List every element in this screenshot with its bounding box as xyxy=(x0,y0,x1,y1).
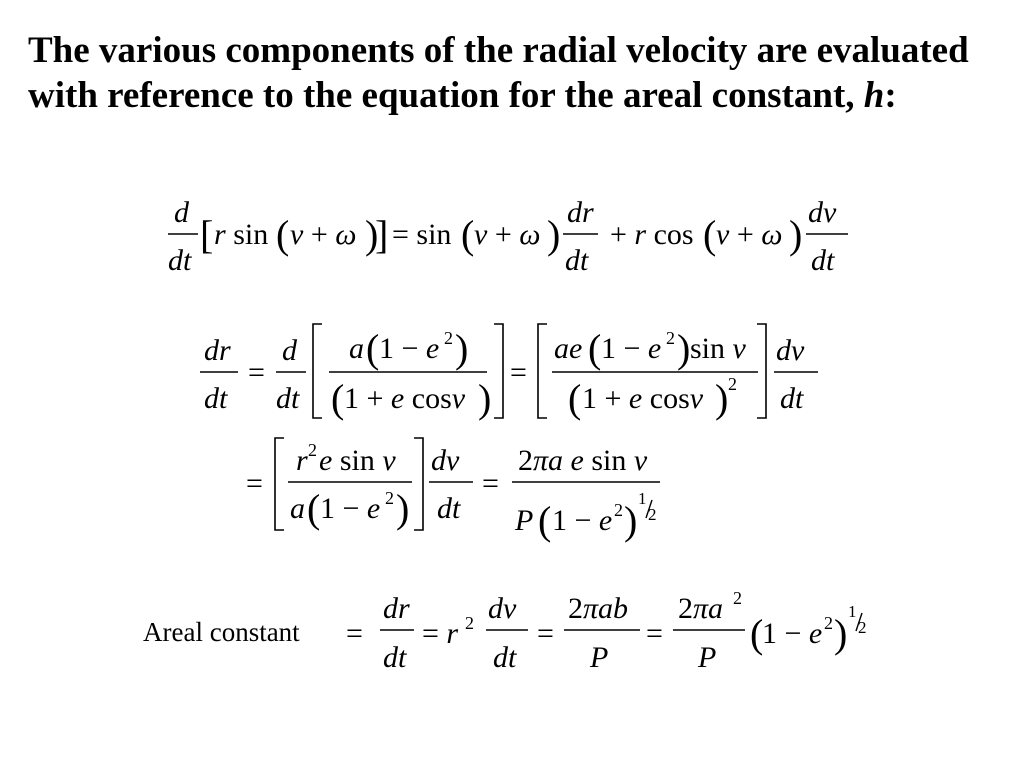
equation-2 xyxy=(200,324,818,421)
svg-text:P: P xyxy=(698,641,717,674)
heading-text: The various components of the radial velocity are evaluated with reference to the equation for the areal constant, xyxy=(28,30,969,116)
svg-text:): ) xyxy=(547,212,561,257)
svg-text:(: ( xyxy=(276,212,290,257)
svg-text:dν: dν xyxy=(488,592,517,625)
svg-text:1 − e: 1 − e xyxy=(762,617,823,650)
heading-variable: h xyxy=(863,75,885,116)
svg-text:2πa: 2πa xyxy=(678,592,724,625)
svg-text:2: 2 xyxy=(444,328,453,348)
svg-text:): ) xyxy=(396,486,410,531)
svg-text:dν: dν xyxy=(431,444,460,477)
svg-text:=: = xyxy=(510,356,527,389)
svg-text:1: 1 xyxy=(638,489,647,508)
svg-text:dt: dt xyxy=(276,382,300,415)
heading-colon: : xyxy=(884,75,897,116)
equation-areal-constant xyxy=(143,588,867,674)
svg-text:(: ( xyxy=(331,376,345,421)
svg-text:a: a xyxy=(290,492,305,525)
svg-text:=: = xyxy=(646,617,663,650)
svg-text:P: P xyxy=(515,504,534,537)
svg-text:dt: dt xyxy=(565,244,589,277)
svg-text:(: ( xyxy=(588,326,602,371)
areal-constant-label: Areal constant xyxy=(143,617,300,647)
svg-text:dν: dν xyxy=(808,196,837,229)
svg-text:ν + ω: ν + ω xyxy=(290,218,357,251)
svg-text:dν: dν xyxy=(776,334,805,367)
svg-text:(: ( xyxy=(538,498,552,543)
svg-text:): ) xyxy=(789,212,803,257)
svg-text:r: r xyxy=(296,444,308,477)
svg-text:dr: dr xyxy=(567,196,594,229)
svg-text:ae: ae xyxy=(554,332,583,365)
svg-text:): ) xyxy=(624,498,638,543)
svg-text:dt: dt xyxy=(780,382,804,415)
svg-text:(: ( xyxy=(307,486,321,531)
svg-text:2: 2 xyxy=(614,500,623,520)
svg-text:1: 1 xyxy=(848,602,857,621)
svg-text:r sin: r sin xyxy=(214,218,269,251)
equation-3 xyxy=(246,438,660,543)
svg-text:dt: dt xyxy=(168,244,192,277)
svg-text:2: 2 xyxy=(824,613,833,633)
svg-text:2: 2 xyxy=(385,488,394,508)
svg-text:d: d xyxy=(282,334,297,367)
svg-text:(: ( xyxy=(366,326,380,371)
svg-text:P: P xyxy=(590,641,609,674)
svg-text:dt: dt xyxy=(204,382,228,415)
svg-text:): ) xyxy=(365,212,379,257)
equation-1 xyxy=(168,196,848,277)
svg-text:e sin ν: e sin ν xyxy=(319,444,396,477)
svg-text:(: ( xyxy=(568,376,582,421)
svg-text:2πa e sin ν: 2πa e sin ν xyxy=(518,444,648,477)
svg-text:(: ( xyxy=(461,212,475,257)
svg-text:= r: = r xyxy=(422,617,459,650)
svg-text:2: 2 xyxy=(308,440,317,460)
svg-text:1 + e cosν: 1 + e cosν xyxy=(582,382,704,415)
svg-text:): ) xyxy=(715,376,729,421)
svg-text:a: a xyxy=(349,332,364,365)
svg-text:ν + ω: ν + ω xyxy=(716,218,783,251)
svg-text:1 − e: 1 − e xyxy=(379,332,440,365)
svg-text:dt: dt xyxy=(437,492,461,525)
svg-text:2: 2 xyxy=(465,613,474,633)
svg-text:=: = xyxy=(346,617,363,650)
svg-text:2: 2 xyxy=(728,374,737,394)
svg-text:2: 2 xyxy=(858,618,867,637)
svg-text:2πab: 2πab xyxy=(568,592,629,625)
svg-text:1 − e: 1 − e xyxy=(552,504,613,537)
svg-text:=: = xyxy=(248,356,265,389)
svg-text:dr: dr xyxy=(383,592,410,625)
svg-text:=: = xyxy=(246,467,263,500)
svg-text:(: ( xyxy=(750,611,764,656)
svg-text:= sin: = sin xyxy=(392,218,452,251)
svg-text:1 + e cosν: 1 + e cosν xyxy=(344,382,466,415)
svg-text:): ) xyxy=(834,611,848,656)
svg-text:): ) xyxy=(677,326,691,371)
svg-text:sin ν: sin ν xyxy=(690,332,746,365)
svg-text:]: ] xyxy=(375,212,389,257)
svg-text:+ r cos: + r cos xyxy=(610,218,694,251)
svg-text:d: d xyxy=(174,196,189,229)
svg-text:1 − e: 1 − e xyxy=(601,332,662,365)
svg-text:dt: dt xyxy=(383,641,407,674)
svg-text:=: = xyxy=(482,467,499,500)
svg-text:): ) xyxy=(478,376,492,421)
svg-text:(: ( xyxy=(703,212,717,257)
svg-text:dt: dt xyxy=(493,641,517,674)
svg-text:dt: dt xyxy=(811,244,835,277)
svg-text:=: = xyxy=(537,617,554,650)
svg-text:2: 2 xyxy=(733,588,742,608)
svg-text:dr: dr xyxy=(204,334,231,367)
svg-text:2: 2 xyxy=(648,505,657,524)
svg-text:): ) xyxy=(455,326,469,371)
svg-text:1 − e: 1 − e xyxy=(320,492,381,525)
svg-text:ν + ω: ν + ω xyxy=(474,218,541,251)
svg-text:2: 2 xyxy=(666,328,675,348)
svg-text:[: [ xyxy=(200,212,214,257)
